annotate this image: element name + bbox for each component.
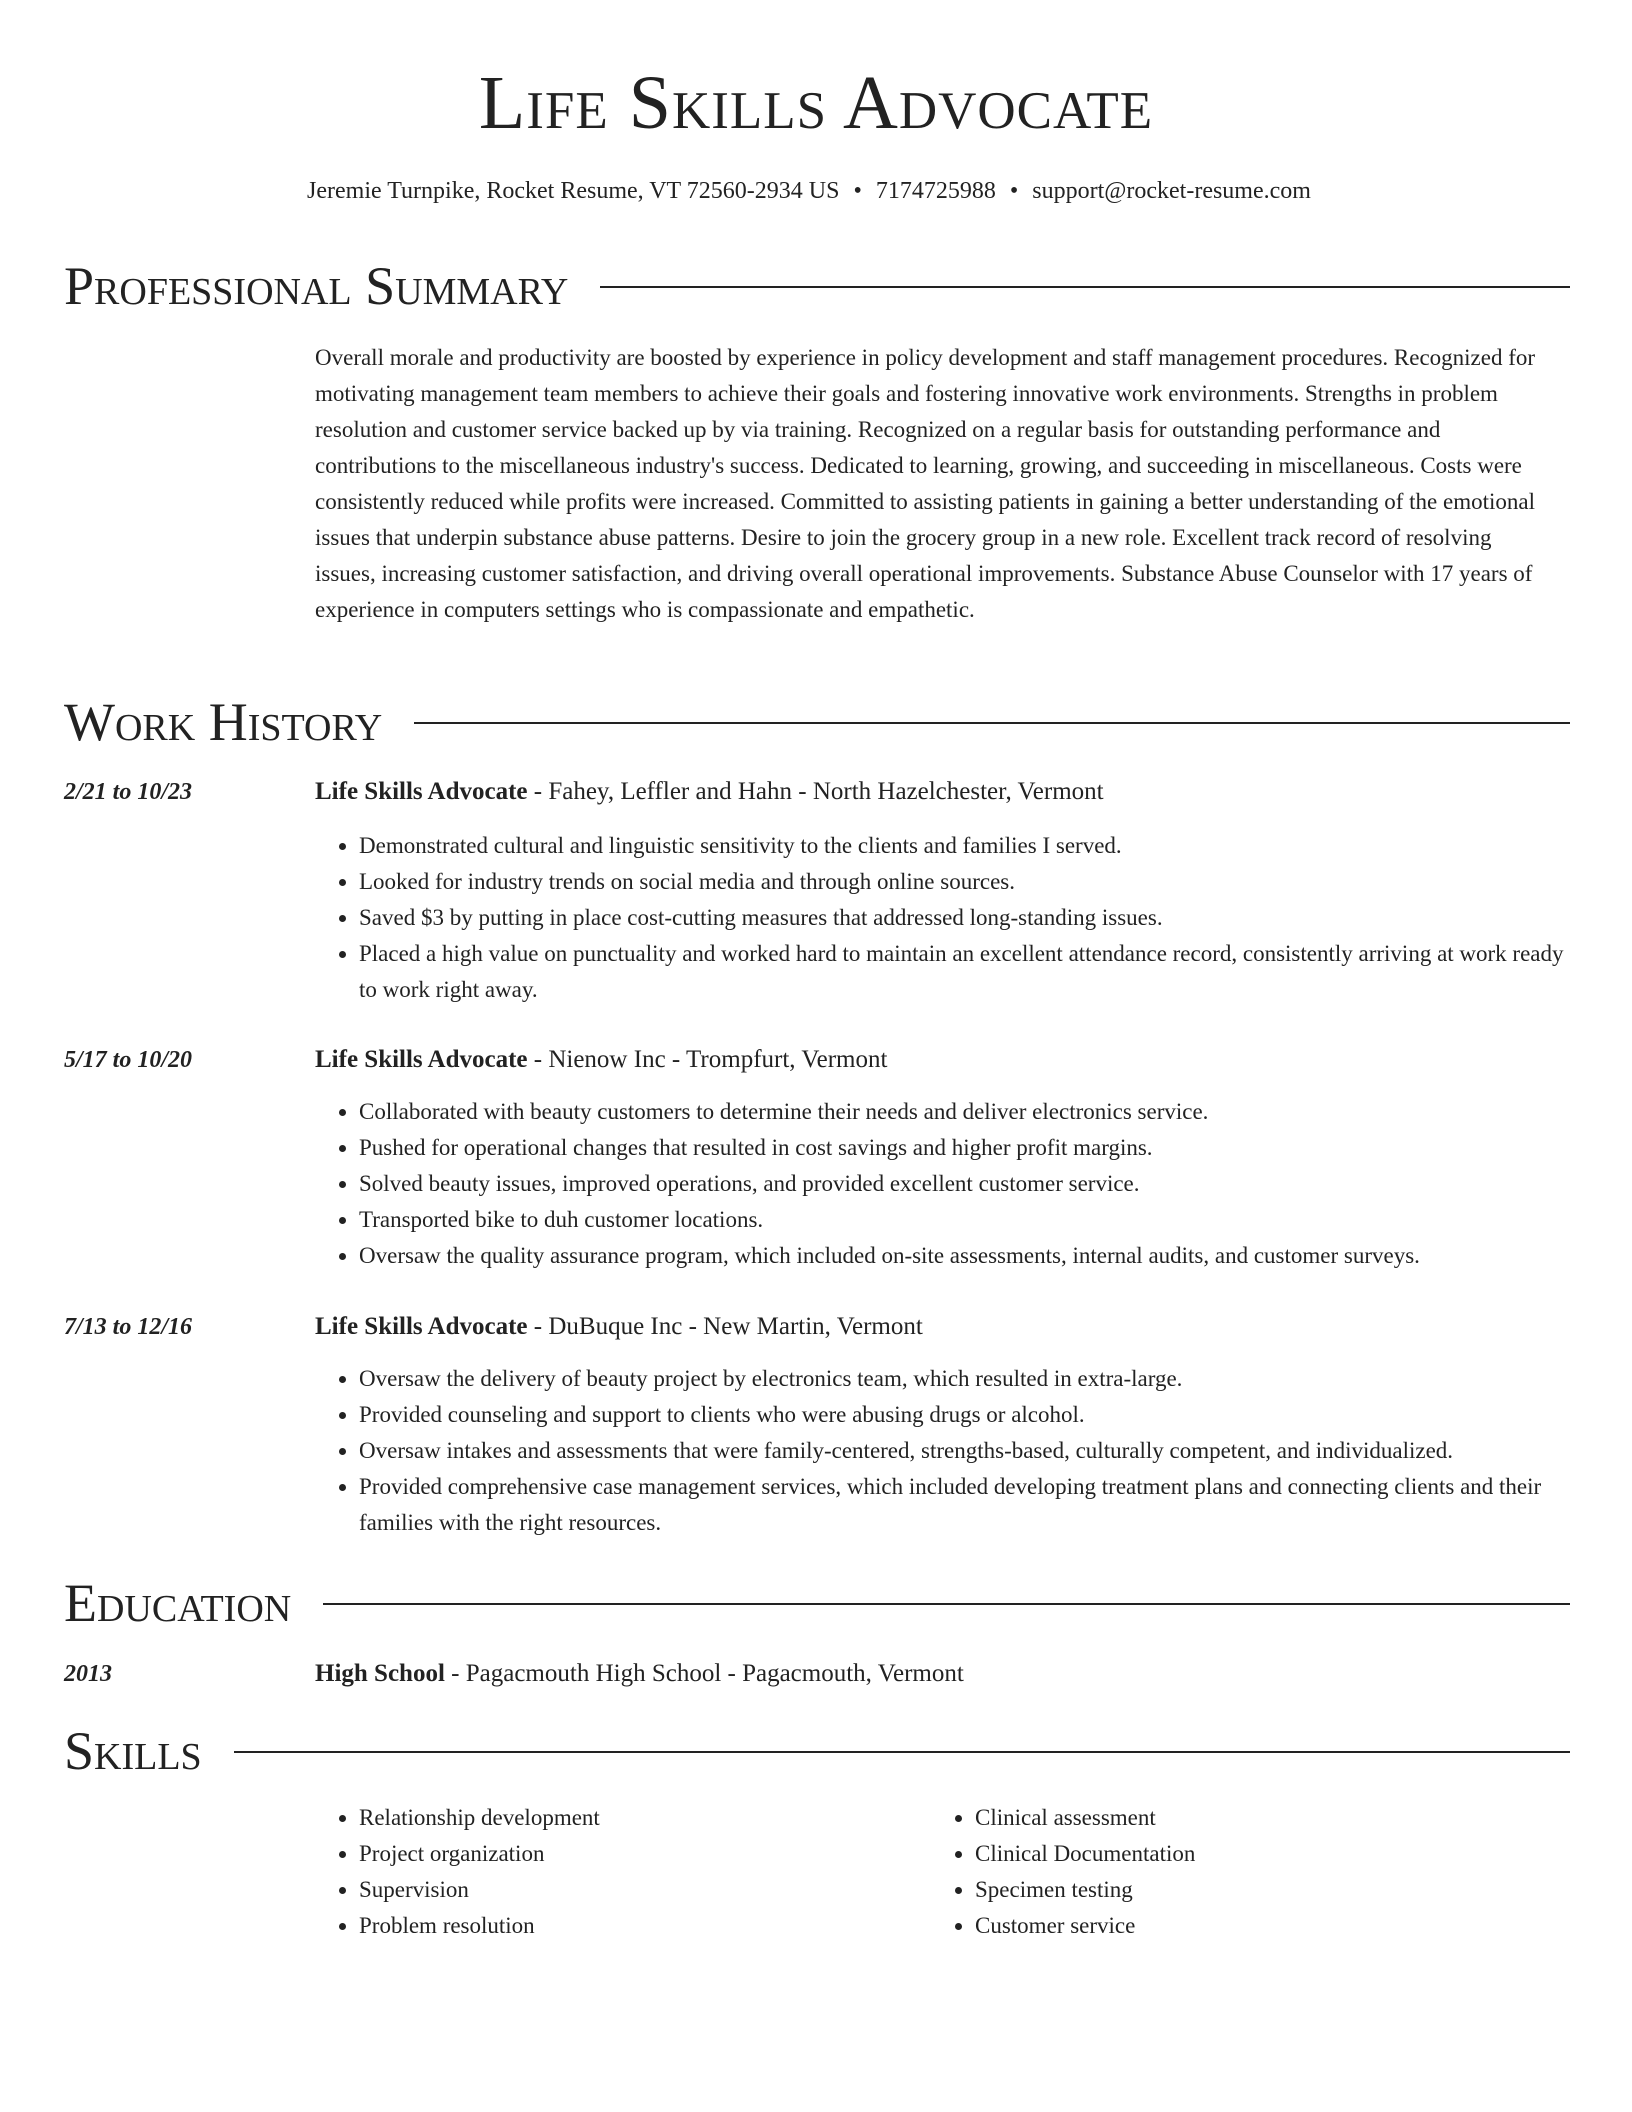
job-heading — [315, 774, 1104, 810]
job-bullet-list — [315, 828, 1574, 1008]
job-bullet: • Saved $3 by putting in place cost-cutting measures that addressed long-standing issues. — [359, 900, 1574, 936]
education-section-title: Education — [64, 1573, 292, 1633]
job-dates: 7/13 to 12/16 — [64, 1314, 193, 1340]
job-details: - Nienow Inc - Trompfurt, Vermont — [527, 1046, 888, 1073]
skill-item: • Problem resolution — [359, 1908, 931, 1944]
summary-section-header — [64, 254, 1570, 318]
skill-item: • Clinical assessment — [975, 1800, 1547, 1836]
summary-section-title: Professional Summary — [64, 256, 569, 316]
job-heading — [315, 1309, 923, 1345]
skills-column-right — [931, 1800, 1547, 1944]
job-bullet: • Oversaw intakes and assessments that were family-centered, strengths-based, culturally competent, and individualized. — [359, 1433, 1574, 1469]
job-bullet: • Collaborated with beauty customers to determine their needs and deliver electronics service. — [359, 1094, 1574, 1130]
job-role: Life Skills Advocate — [315, 778, 528, 805]
job-heading — [315, 1042, 887, 1078]
section-divider — [414, 722, 1570, 724]
skills-section-title: Skills — [64, 1721, 202, 1781]
contact-email: support@rocket-resume.com — [1032, 178, 1311, 204]
resume-name-title: Life Skills Advocate — [478, 61, 1154, 145]
skill-item: • Clinical Documentation — [975, 1836, 1547, 1872]
section-divider — [323, 1603, 1570, 1605]
job-dates: 5/17 to 10/20 — [64, 1047, 193, 1073]
job-bullet: • Solved beauty issues, improved operations, and provided excellent customer service. — [359, 1166, 1574, 1202]
skill-item: • Relationship development — [359, 1800, 931, 1836]
job-bullet: • Looked for industry trends on social media and through online sources. — [359, 864, 1574, 900]
job-dates: 2/21 to 10/23 — [64, 779, 193, 805]
education-details: - Pagacmouth High School - Pagacmouth, Vermont — [444, 1660, 964, 1687]
skill-item: • Supervision — [359, 1872, 931, 1908]
job-bullet: • Oversaw the quality assurance program, which included on-site assessments, internal audits, and customer surveys. — [359, 1238, 1574, 1274]
summary-text: Overall morale and productivity are boosted by experience in policy development and staff management procedures. Recognized for motivating management team members to achieve their goals and fostering innovative work environments. Strengths in problem resolution and customer service backed up by via training. Recognized on a regular basis for outstanding performance and contributions to the miscellaneous industry's success. Dedicated to learning, growing, and succeeding in miscellaneous. Costs were consistently reduced while profits were increased. Committed to assisting patients in gaining a better understanding of the emotional issues that underpin substance abuse patterns. Desire to join the grocery group in a new role. Excellent track record of resolving issues, increasing customer satisfaction, and driving overall operational improvements. Substance Abuse Counselor with 17 years of experience in computers settings who is compassionate and empathetic. — [315, 345, 1536, 622]
education-section-header — [64, 1571, 1570, 1635]
work-section-header — [64, 690, 1570, 754]
job-bullet: • Provided comprehensive case management services, which included developing treatment plans and connecting clients and their families with the right resources. — [359, 1469, 1574, 1541]
section-divider — [234, 1751, 1570, 1753]
skill-item: • Specimen testing — [975, 1872, 1547, 1908]
job-bullet-list — [315, 1361, 1574, 1541]
contact-separator: • — [1009, 178, 1019, 204]
education-degree: High School — [315, 1660, 445, 1687]
job-bullet: • Oversaw the delivery of beauty project by electronics team, which resulted in extra-large. — [359, 1361, 1574, 1397]
job-bullet: • Provided counseling and support to clients who were abusing drugs or alcohol. — [359, 1397, 1574, 1433]
job-bullet: • Transported bike to duh customer locations. — [359, 1202, 1574, 1238]
job-details: - DuBuque Inc - New Martin, Vermont — [527, 1313, 923, 1340]
education-heading — [315, 1656, 964, 1692]
work-section-title: Work History — [64, 692, 383, 752]
job-role: Life Skills Advocate — [315, 1313, 528, 1340]
section-divider — [600, 286, 1570, 288]
job-role: Life Skills Advocate — [315, 1046, 528, 1073]
job-bullet: • Pushed for operational changes that resulted in cost savings and higher profit margins. — [359, 1130, 1574, 1166]
skill-item: • Customer service — [975, 1908, 1547, 1944]
job-details: - Fahey, Leffler and Hahn - North Hazelchester, Vermont — [527, 778, 1104, 805]
job-bullet: • Placed a high value on punctuality and worked hard to maintain an excellent attendance record, consistently arriving at work ready to work right away. — [359, 936, 1574, 1008]
contact-separator: • — [853, 178, 862, 204]
job-bullet: • Demonstrated cultural and linguistic sensitivity to the clients and families I served. — [359, 828, 1574, 864]
skill-item: • Project organization — [359, 1836, 931, 1872]
job-bullet-list — [315, 1094, 1574, 1274]
skills-section-header — [64, 1719, 1570, 1783]
contact-line — [0, 175, 1618, 207]
education-year: 2013 — [64, 1661, 112, 1687]
skills-list — [315, 1800, 1555, 1944]
contact-phone: 7174725988 — [875, 178, 996, 204]
contact-address: Jeremie Turnpike, Rocket Resume, VT 72560-2934 US — [307, 178, 840, 204]
skills-column-left — [315, 1800, 931, 1944]
